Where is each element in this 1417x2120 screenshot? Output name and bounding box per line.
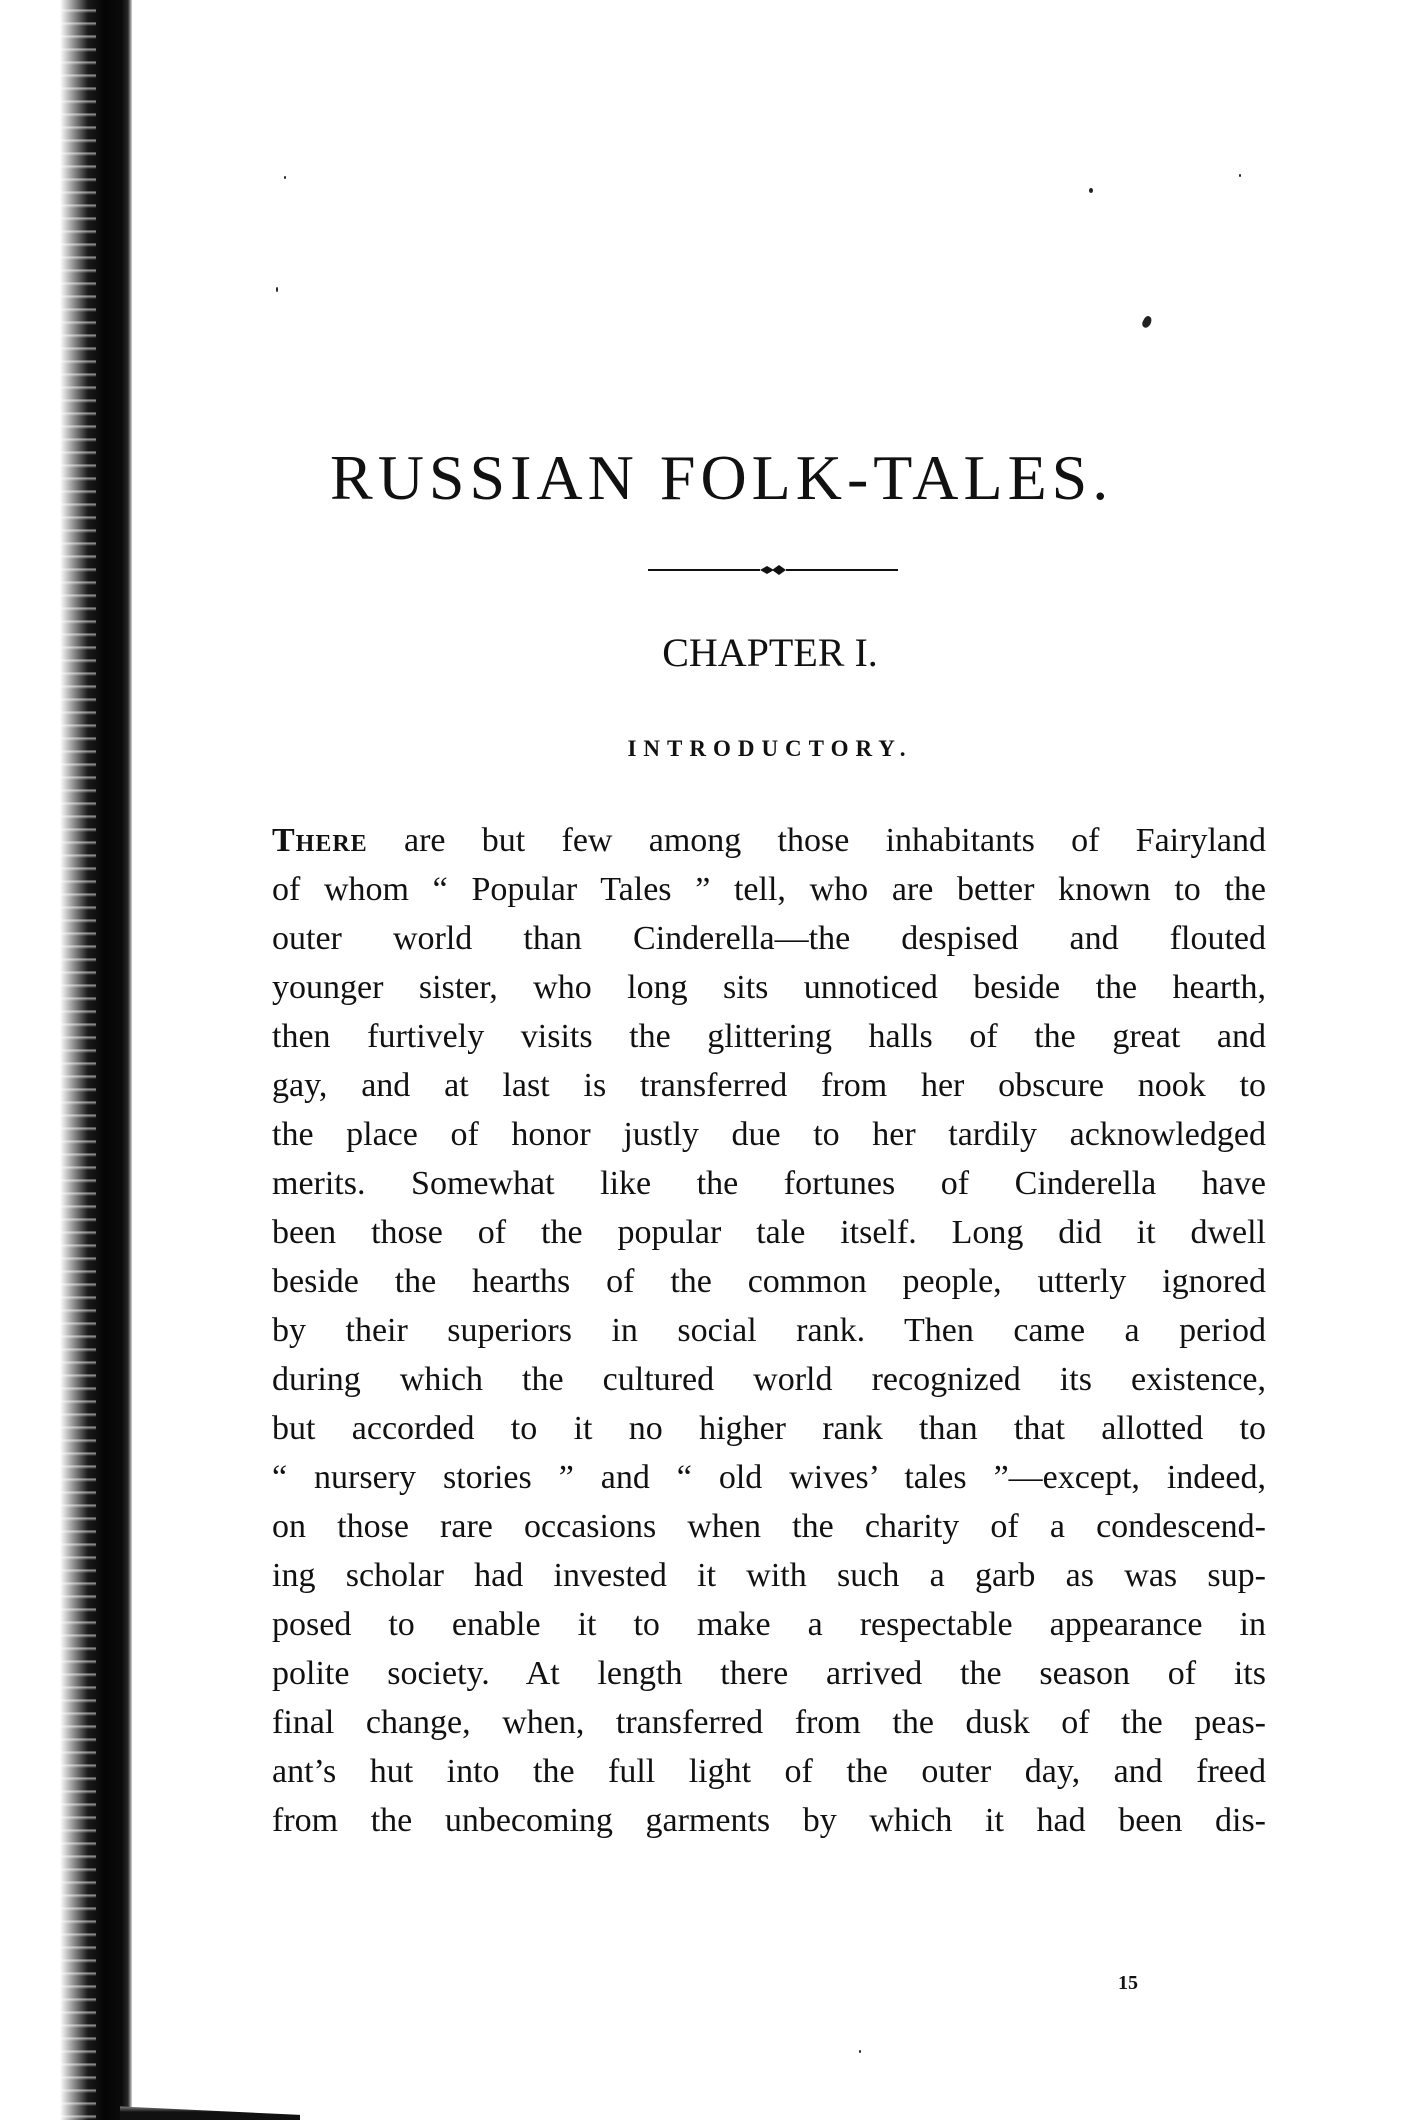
text-line-rest: are but few among those inhabitants of Fairyland [367, 822, 1266, 859]
text-line: on those rare occasions when the charity of a condescend- [272, 1508, 1266, 1545]
text-line: ant’s hut into the full light of the outer day, and freed [272, 1753, 1266, 1790]
scan-speck [284, 176, 286, 179]
page-number: 15 [1118, 1972, 1138, 1994]
text-line: then furtively visits the glittering halls of the great and [272, 1018, 1266, 1055]
text-line: of whom “ Popular Tales ” tell, who are better known to the [272, 871, 1266, 908]
chapter-subtitle: INTRODUCTORY. [627, 736, 913, 761]
text-line: beside the hearths of the common people, utterly ignored [272, 1263, 1266, 1300]
binding-shadow-bottom [120, 2086, 300, 2120]
scan-speck [1239, 174, 1241, 177]
text-line: “ nursery stories ” and “ old wives’ tales ”—except, indeed, [272, 1459, 1266, 1496]
text-line: by their superiors in social rank. Then came a period [272, 1312, 1266, 1349]
text-line: posed to enable it to make a respectable appearance in [272, 1606, 1266, 1643]
text-line: been those of the popular tale itself. Long did it dwell [272, 1214, 1266, 1251]
text-line: outer world than Cinderella—the despised and flouted [272, 920, 1266, 957]
text-line: from the unbecoming garments by which it had been dis- [272, 1802, 1266, 1839]
binding-texture [56, 0, 96, 2120]
scan-speck [859, 2050, 861, 2053]
scan-speck [1141, 315, 1154, 329]
text-line: younger sister, who long sits unnoticed beside the hearth, [272, 969, 1266, 1006]
chapter-heading: CHAPTER I. [662, 630, 878, 675]
text-line [272, 816, 1266, 865]
body-text [272, 816, 1266, 1845]
lead-word: There [272, 822, 368, 859]
text-line: the place of honor justly due to her tardily acknowledged [272, 1116, 1266, 1153]
text-line: merits. Somewhat like the fortunes of Cinderella have [272, 1165, 1266, 1202]
text-line: ing scholar had invested it with such a garb as was sup- [272, 1557, 1266, 1594]
scan-speck [1089, 188, 1093, 193]
text-line: during which the cultured world recognized its existence, [272, 1361, 1266, 1398]
text-line: gay, and at last is transferred from her obscure nook to [272, 1067, 1266, 1104]
book-title: RUSSIAN FOLK-TALES. [330, 442, 1114, 513]
text-line: final change, when, transferred from the dusk of the peas- [272, 1704, 1266, 1741]
text-line: but accorded to it no higher rank than that allotted to [272, 1410, 1266, 1447]
ornament-divider [648, 562, 898, 578]
scan-speck [276, 287, 278, 292]
text-line: polite society. At length there arrived the season of its [272, 1655, 1266, 1692]
